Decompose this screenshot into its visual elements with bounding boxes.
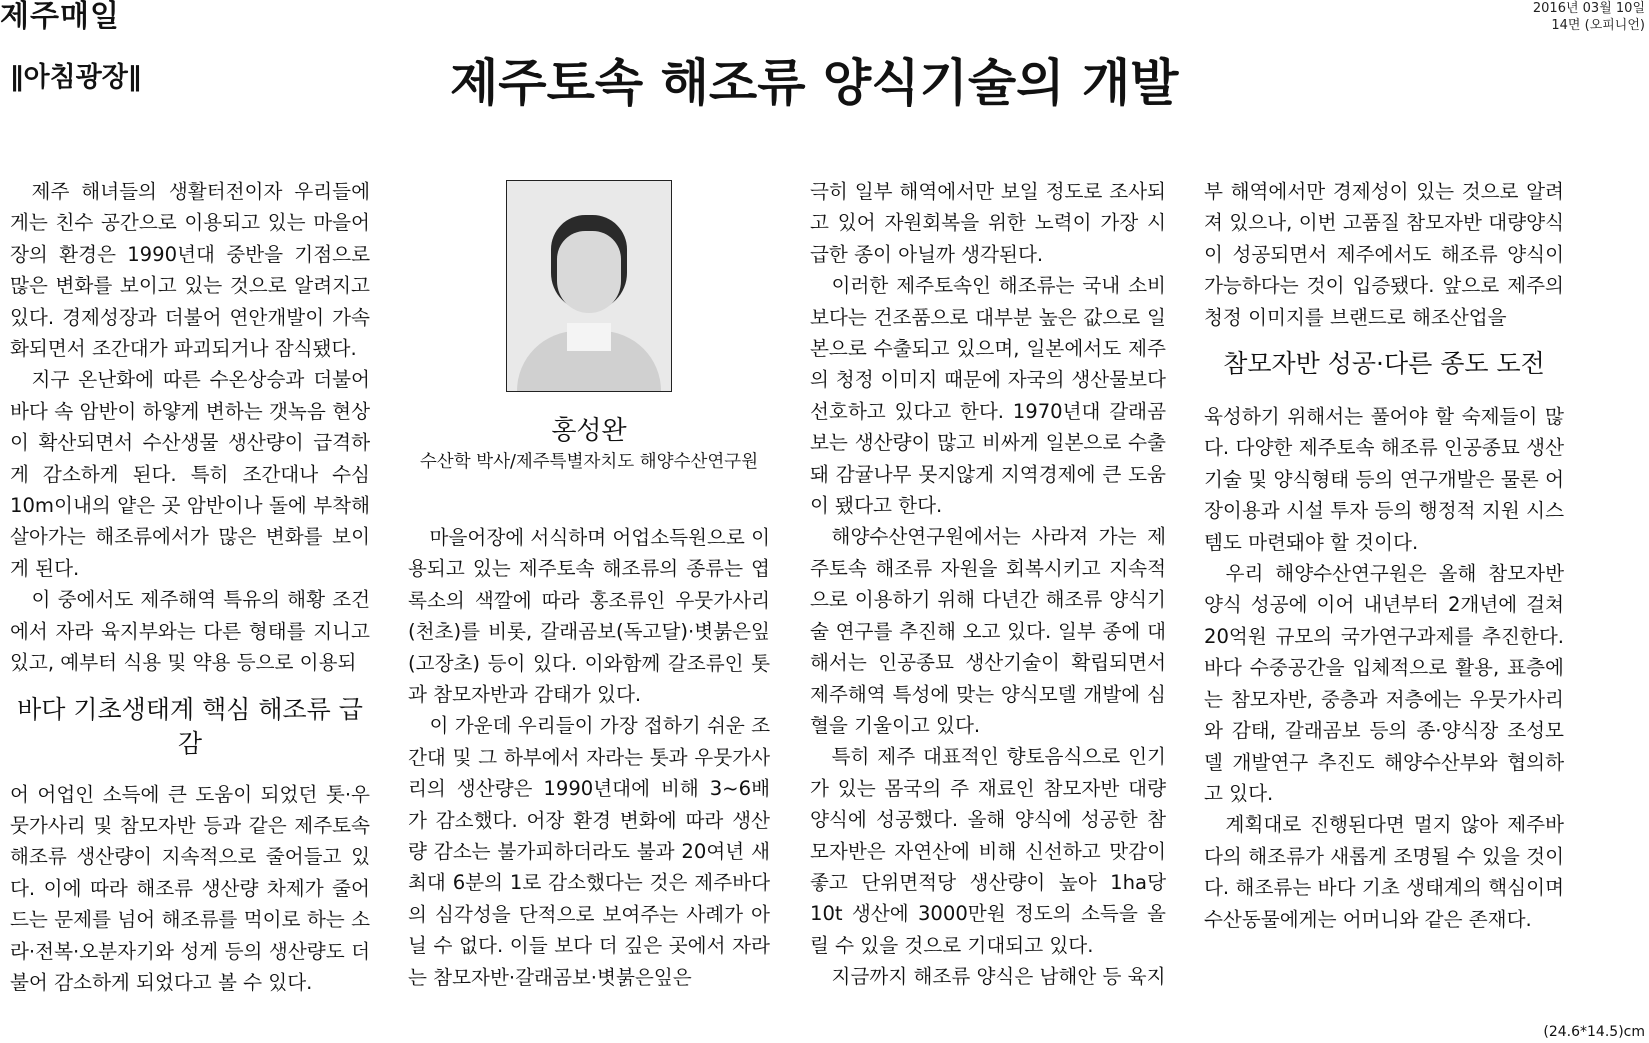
column-3	[810, 176, 1166, 993]
section-tag: ∥아침광장∥	[10, 62, 142, 93]
column-4	[1204, 176, 1564, 935]
article-headline: 제주토속 해조류 양식기술의 개발	[450, 54, 1179, 112]
paragraph: 제주 해녀들의 생활터전이자 우리들에게는 친수 공간으로 이용되고 있는 마을어장의 환경은 1990년대 중반을 기점으로 많은 변화를 보이고 있는 것으로 알려지고 있다. 경제성장과 더불어 연안개발이 가속화되면서 조간대가 파괴되거나 잠식됐다.	[10, 180, 370, 361]
column-1	[10, 176, 370, 998]
paragraph: 극히 일부 해역에서만 보일 정도로 조사되고 있어 자원회복을 위한 노력이 가장 시급한 종이 아닐까 생각된다.	[810, 180, 1166, 266]
author-title: 수산학 박사/제주특별자치도 해양수산연구원	[419, 452, 759, 472]
paragraph: 이 가운데 우리들이 가장 접하기 쉬운 조간대 및 그 하부에서 자라는 톳과 우뭇가사리의 생산량은 1990년대에 비해 3~6배가 감소했다. 어장 환경 변화에 따라 생산량 감소는 불가피하더라도 불과 20여년 새 최대 6분의 1로 감소했다는 것은 제주바다의 심각성을 단적으로 보여주는 사례가 아닐 수 없다. 이들 보다 더 깊은 곳에서 자라는 참모자반·갈래곰보·볏붉은잎은	[408, 714, 770, 989]
publication-date: 2016년 03월 10일	[1532, 1, 1645, 16]
paragraph: 육성하기 위해서는 풀어야 할 숙제들이 많다. 다양한 제주토속 해조류 인공종묘 생산기술 및 양식형태 등의 연구개발은 물론 어장이용과 시설 투자 등의 행정적 지원 시스템도 마련돼야 할 것이다.	[1204, 405, 1564, 554]
author-name: 홍성완	[551, 416, 627, 446]
paragraph: 어 어업인 소득에 큰 도움이 되었던 톳·우뭇가사리 및 참모자반 등과 같은 제주토속 해조류 생산량이 지속적으로 줄어들고 있다. 이에 따라 해조류 생산량 차제가 줄어드는 문제를 넘어 해조류를 먹이로 하는 소라·전복·오분자기와 성게 등의 생산량도 더불어 감소하게 되었다고 볼 수 있다.	[10, 782, 370, 994]
column-2	[408, 176, 770, 993]
author-photo	[506, 180, 672, 392]
paragraph: 계획대로 진행된다면 멀지 않아 제주바다의 해조류가 새롭게 조명될 수 있을 것이다. 해조류는 바다 기초 생태계의 핵심이며 수산동물에게는 어머니와 같은 존재다.	[1204, 813, 1564, 931]
paragraph: 특히 제주 대표적인 향토음식으로 인기가 있는 몸국의 주 재료인 참모자반 대량양식에 성공했다. 올해 양식에 성공한 참모자반은 자연산에 비해 신선하고 맛감이 좋고 단위면적당 생산량이 높아 1ha당 10t 생산에 3000만원 정도의 소득을 올릴 수 있을 것으로 기대되고 있다.	[810, 745, 1166, 957]
paragraph: 부 해역에서만 경제성이 있는 것으로 알려져 있으나, 이번 고품질 참모자반 대량양식이 성공되면서 제주에서도 해조류 양식이 가능하다는 것이 입증됐다. 앞으로 제주의 청정 이미지를 브랜드로 해조산업을	[1204, 180, 1564, 329]
article-size: (24.6*14.5)cm	[1543, 1024, 1645, 1040]
paragraph: 해양수산연구원에서는 사라져 가는 제주토속 해조류 자원을 회복시키고 지속적으로 이용하기 위해 다년간 해조류 양식기술 연구를 추진해 오고 있다. 일부 종에 대해서는 인공종묘 생산기술이 확립되면서 제주해역 특성에 맞는 양식모델 개발에 심혈을 기울이고 있다.	[810, 525, 1166, 737]
publication-meta	[1533, 0, 1645, 34]
paragraph: 이 중에서도 제주해역 특유의 해황 조건에서 자라 육지부와는 다른 형태를 지니고 있고, 예부터 식용 및 약용 등으로 이용되	[10, 588, 370, 675]
paragraph: 마을어장에 서식하며 어업소득원으로 이용되고 있는 제주토속 해조류의 종류는 엽록소의 색깔에 따라 홍조류인 우뭇가사리(천초)를 비롯, 갈래곰보(독고달)·볏붉은잎(고장초) 등이 있다. 이와함께 갈조류인 톳과 참모자반과 감태가 있다.	[408, 526, 770, 707]
paragraph: 지금까지 해조류 양식은 남해안 등 육지	[831, 965, 1166, 989]
subheading: 바다 기초생태계 핵심 해조류 급감	[17, 694, 363, 758]
subheading: 참모자반 성공·다른 종도 도전	[1223, 349, 1545, 379]
paragraph: 이러한 제주토속인 해조류는 국내 소비보다는 건조품으로 대부분 높은 값으로 일본으로 수출되고 있으며, 일본에서도 제주의 청정 이미지 때문에 자국의 생산물보다 선호하고 있다고 한다. 1970년대 갈래곰보는 생산량이 많고 비싸게 일본으로 수출돼 감귤나무 못지않게 지역경제에 큰 도움이 됐다고 한다.	[810, 274, 1166, 518]
paragraph: 지구 온난화에 따른 수온상승과 더불어 바다 속 암반이 하얗게 변하는 갯녹음 현상이 확산되면서 수산생물 생산량이 급격하게 감소하게 된다. 특히 조간대나 수심 10m이내의 얕은 곳 암반이나 돌에 부착해 살아가는 해조류에서가 많은 변화를 보이게 된다.	[10, 368, 370, 580]
paragraph: 우리 해양수산연구원은 올해 참모자반 양식 성공에 이어 내년부터 2개년에 걸쳐 20억원 규모의 국가연구과제를 추진한다. 바다 수중공간을 입체적으로 활용, 표층에는 참모자반, 중층과 저층에는 우뭇가사리와 감태, 갈래곰보 등의 종·양식장 조성모델 개발연구 추진도 해양수산부와 협의하고 있다.	[1204, 562, 1564, 805]
newspaper-masthead: 제주매일	[0, 0, 120, 34]
page-section: 14면 (오피니언)	[1551, 18, 1645, 33]
